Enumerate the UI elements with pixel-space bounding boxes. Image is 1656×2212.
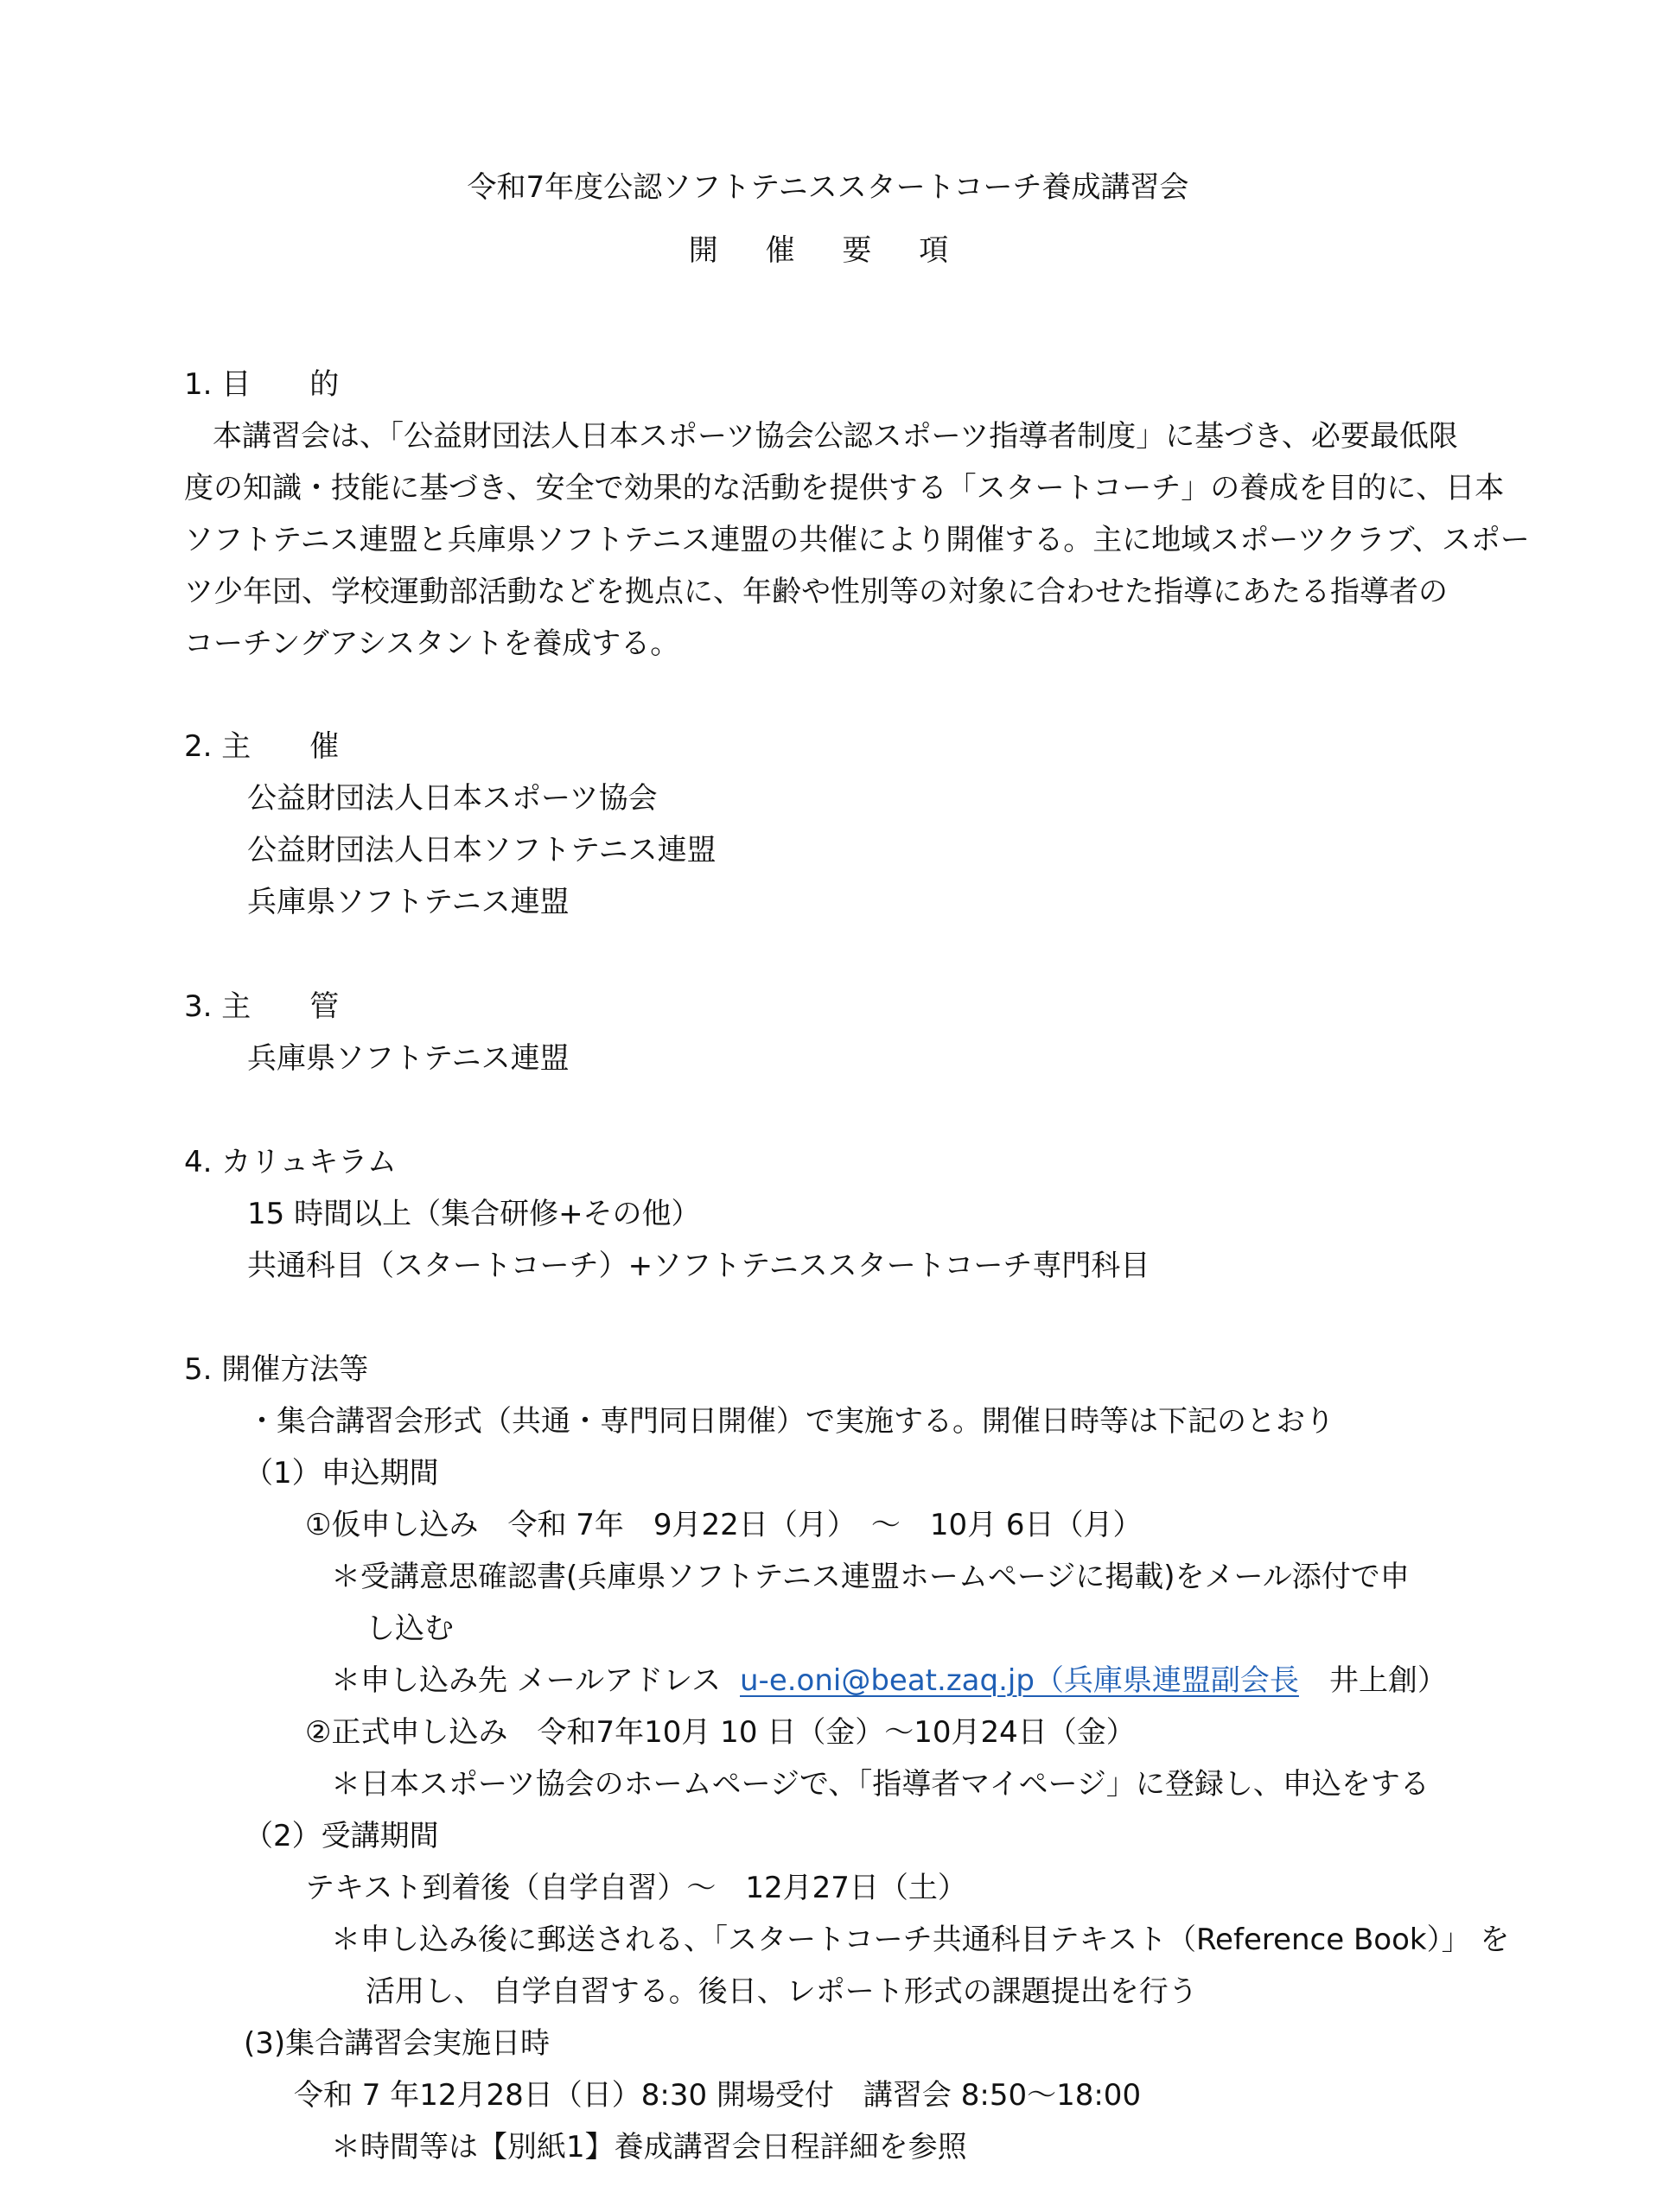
section-3-heading: 3. 主 管: [184, 989, 340, 1024]
manager-item: 兵庫県ソフトテニス連盟: [247, 1041, 570, 1076]
section-1-line: コーチングアシスタントを養成する。: [184, 626, 680, 661]
section-1-line: 度の知識・技能に基づき、安全で効果的な活動を提供する「スタートコーチ」の養成を目的に、日本: [184, 471, 1505, 505]
section-4-heading: 4. カリュキラム: [184, 1145, 397, 1179]
application-period-heading: （1）申込期間: [244, 1456, 439, 1491]
document-subtitle: 開 催 要 項: [688, 233, 968, 268]
study-note-cont: 活用し、 自学自習する。後日、レポート形式の課題提出を行う: [366, 1974, 1198, 2009]
provisional-application: ①仮申し込み 令和 7年 9月22日（月） 〜 10月 6日（月）: [305, 1508, 1143, 1542]
formal-note: ＊日本スポーツ協会のホームページで、「指導者マイページ」に登録し、申込をする: [331, 1767, 1430, 1802]
section-1-line: ツ少年団、学校運動部活動などを拠点に、年齢や性別等の対象に合わせた指導にあたる指導者の: [184, 575, 1448, 609]
organizer-item: 公益財団法人日本スポーツ協会: [247, 781, 658, 816]
organizer-item: 兵庫県ソフトテニス連盟: [247, 885, 570, 919]
study-period: テキスト到着後（自学自習）〜 12月27日（土）: [305, 1871, 967, 1905]
application-address-label: ＊申し込み先 メールアドレス: [331, 1663, 722, 1698]
section-5-heading: 5. 開催方法等: [184, 1352, 369, 1387]
session-note: ＊時間等は【別紙1】養成講習会日程詳細を参照: [331, 2130, 967, 2164]
section-1-heading: 1. 目 的: [184, 367, 340, 402]
session-datetime: 令和 7 年12月28日（日）8:30 開場受付 講習会 8:50〜18:00: [294, 2078, 1142, 2113]
curriculum-item: 15 時間以上（集合研修+その他）: [247, 1197, 701, 1231]
provisional-note-cont: し込む: [366, 1611, 454, 1646]
section-5-intro: ・集合講習会形式（共通・専門同日開催）で実施する。開催日時等は下記のとおり: [247, 1404, 1334, 1439]
curriculum-item: 共通科目（スタートコーチ）+ソフトテニススタートコーチ専門科目: [247, 1249, 1150, 1283]
provisional-note: ＊受講意思確認書(兵庫県ソフトテニス連盟ホームページに掲載)をメール添付で申: [331, 1560, 1410, 1594]
study-period-heading: （2）受講期間: [244, 1819, 439, 1853]
formal-application: ②正式申し込み 令和7年10月 10 日（金）〜10月24日（金）: [305, 1715, 1136, 1750]
document-title: 令和7年度公認ソフトテニススタートコーチ養成講習会: [467, 170, 1189, 205]
section-2-heading: 2. 主 催: [184, 729, 340, 764]
section-1-line: 本講習会は、「公益財団法人日本スポーツ協会公認スポーツ指導者制度」に基づき、必要最低限: [213, 419, 1458, 454]
session-heading: (3)集合講習会実施日時: [244, 2026, 551, 2061]
email-link[interactable]: u-e.oni@beat.zaq.jp（兵庫県連盟副会長: [740, 1663, 1299, 1698]
contact-name: 井上創）: [1329, 1663, 1447, 1698]
section-1-line: ソフトテニス連盟と兵庫県ソフトテニス連盟の共催により開催する。主に地域スポーツクラブ、スポー: [184, 523, 1530, 557]
organizer-item: 公益財団法人日本ソフトテニス連盟: [247, 833, 717, 868]
study-note: ＊申し込み後に郵送される、「スタートコーチ共通科目テキスト（Reference Book）」 を: [331, 1923, 1510, 1957]
